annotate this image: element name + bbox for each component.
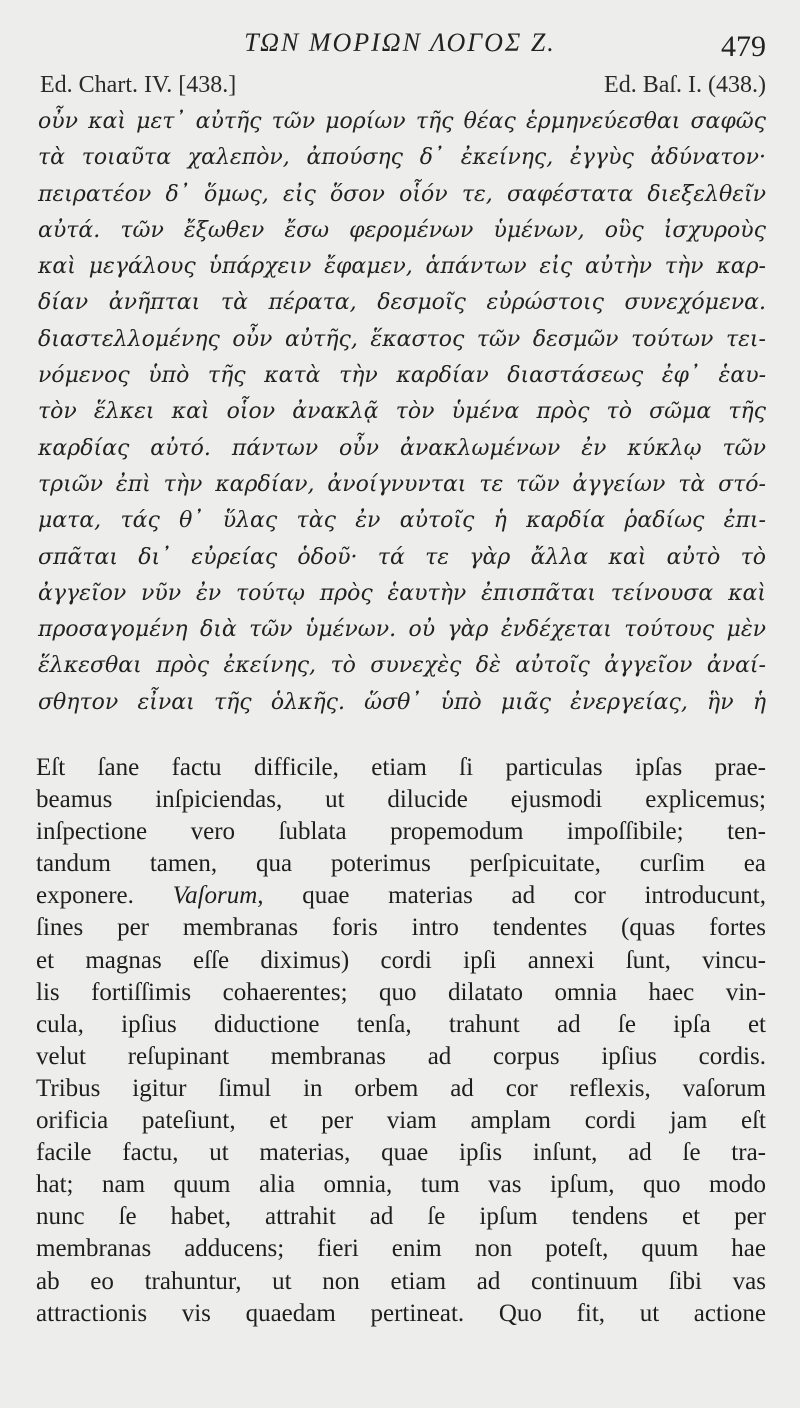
latin-line: cula, ipſius diductione tenſa, trahunt ad ſe ipſa et <box>36 1010 766 1038</box>
latin-line: nunc ſe habet, attrahit ad ſe ipſum tendens et per <box>36 1203 766 1231</box>
latin-text-block <box>36 752 766 1330</box>
page-number: 479 <box>721 30 766 63</box>
latin-line: attractionis vis quaedam pertineat. Quo fit, ut actione <box>36 1299 766 1327</box>
edition-reference-chart: Ed. Chart. IV. [438.] <box>40 72 237 98</box>
greek-line: τὸν ἕλκει καὶ οἷον ἀνακλᾷ τὸν ὑμένα πρὸς τὸ σῶμα τῆς <box>38 399 766 425</box>
greek-line: σπᾶται δι᾽ εὐρείας ὁδοῦ· τά τε γὰρ ἄλλα καὶ αὐτὸ τὸ <box>38 544 766 570</box>
greek-line: δίαν ἀνῆπται τὰ πέρατα, δεσμοῖς εὐρώστοις συνεχόμενα. <box>38 290 766 316</box>
greek-line: οὖν καὶ μετ᾽ αὐτῆς τῶν μορίων τῆς θέας ἑρμηνεύεσθαι σαφῶς <box>38 109 766 134</box>
latin-text-segment: exponere. <box>36 882 173 910</box>
greek-text-block <box>38 104 766 721</box>
latin-line: Eſt ſane factu difficile, etiam ſi particulas ipſas prae- <box>36 754 766 781</box>
greek-line: διαστελλομένης οὖν αὐτῆς, ἕκαστος τῶν δεσμῶν τούτων τει- <box>38 326 766 352</box>
greek-line: νόμενος ὑπὸ τῆς κατὰ τὴν καρδίαν διαστάσεως ἐφ᾽ ἑαυ- <box>38 363 766 389</box>
greek-line: προσαγομένη διὰ τῶν ὑμένων. οὐ γὰρ ἐνδέχεται τούτους μὲν <box>38 617 766 643</box>
greek-line: πειρατέον δ᾽ ὅμως, εἰς ὅσον οἷόν τε, σαφέστατα διεξελθεῖν <box>38 181 766 207</box>
greek-line: ἕλκεσθαι πρὸς ἐκείνης, τὸ συνεχὲς δὲ αὐτοῖς ἀγγεῖον ἀναί- <box>38 653 766 679</box>
latin-line: Tribus igitur ſimul in orbem ad cor reflexis, vaſorum <box>36 1074 766 1102</box>
latin-line: membranas adducens; fieri enim non poteſt, quum hae <box>36 1235 766 1263</box>
greek-line: αὐτά. τῶν ἔξωθεν ἔσω φερομένων ὑμένων, οὓς ἰσχυροὺς <box>38 217 766 243</box>
latin-line: tandum tamen, qua poterimus perſpicuitate, curſim ea <box>36 850 766 878</box>
latin-line: orificia pateſiunt, et per viam amplam cordi jam eſt <box>36 1107 766 1135</box>
greek-line: ἀγγεῖον νῦν ἐν τούτῳ πρὸς ἑαυτὴν ἐπισπᾶται τείνουσα καὶ <box>38 580 766 606</box>
latin-line: ſines per membranas foris intro tendentes (quas fortes <box>36 914 766 942</box>
latin-line: lis fortiſſimis cohaerentes; quo dilatato omnia haec vin- <box>36 978 766 1006</box>
greek-line: καρδίας αὐτό. πάντων οὖν ἀνακλωμένων ἐν κύκλῳ τῶν <box>38 435 766 461</box>
greek-line: σθητον εἶναι τῆς ὁλκῆς. ὥσθ᾽ ὑπὸ μιᾶς ἐνεργείας, ἣν ἡ <box>38 689 766 715</box>
latin-line: inſpectione vero ſublata propemodum impoſſibile; ten- <box>36 818 766 846</box>
greek-line: τὰ τοιαῦτα χαλεπὸν, ἀπούσης δ᾽ ἐκείνης, ἐγγὺς ἀδύνατον· <box>38 145 766 171</box>
greek-line: καὶ μεγάλους ὑπάρχειν ἔφαμεν, ἁπάντων εἰς αὐτὴν τὴν καρ- <box>38 254 766 280</box>
latin-text-segment: quae materias ad cor introducunt, <box>263 882 766 910</box>
latin-line <box>36 880 766 912</box>
latin-line: hat; nam quum alia omnia, tum vas ipſum, quo modo <box>36 1171 766 1199</box>
latin-line: ab eo trahuntur, ut non etiam ad continuum ſibi vas <box>36 1267 766 1295</box>
italic-term: Vaſorum, <box>172 882 264 910</box>
greek-line: ματα, τάς θ᾽ ὕλας τὰς ἐν αὐτοῖς ἡ καρδία ῥαδίως ἐπι- <box>38 508 766 534</box>
latin-line: velut reſupinant membranas ad corpus ipſius cordis. <box>36 1042 766 1070</box>
latin-line: beamus inſpiciendas, ut dilucide ejusmodi explicemus; <box>36 786 766 814</box>
latin-line: et magnas eſſe diximus) cordi ipſi annexi ſunt, vincu- <box>36 946 766 974</box>
edition-reference-basel: Ed. Baſ. I. (438.) <box>604 72 766 98</box>
running-title: ΤΩΝ ΜΟΡΙΩΝ ΛΟΓΟΣ Ζ. <box>244 28 556 57</box>
latin-line: facile factu, ut materias, quae ipſis inſunt, ad ſe tra- <box>36 1139 766 1167</box>
greek-line: τριῶν ἐπὶ τὴν καρδίαν, ἀνοίγνυνται τε τῶν ἀγγείων τὰ στό- <box>38 471 766 497</box>
